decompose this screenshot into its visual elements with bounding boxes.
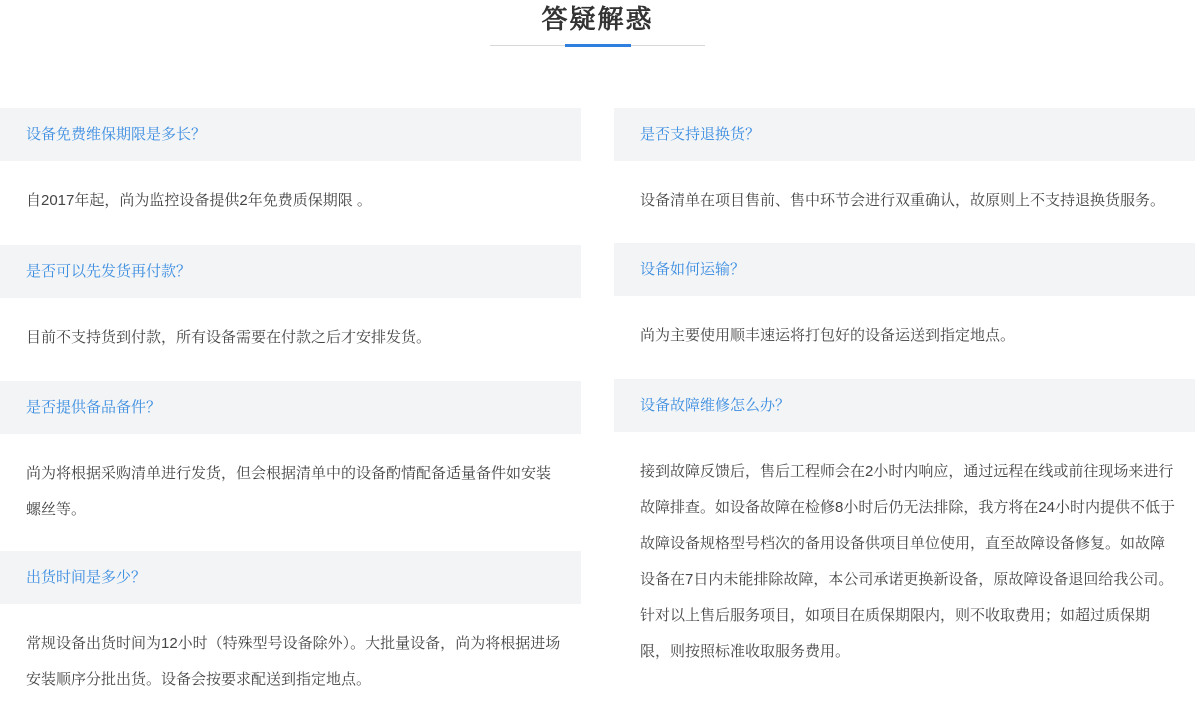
faq-column-left	[0, 108, 581, 718]
faq-answer-text: 尚为将根据采购清单进行发货，但会根据清单中的设备酌情配备适量备件如安装螺丝等。	[26, 465, 552, 518]
faq-question-text: 出货时间是多少？	[26, 568, 147, 586]
faq-answer	[0, 434, 581, 551]
faq-question-text: 设备如何运输？	[640, 260, 746, 278]
faq-question-text: 是否提供备品备件？	[26, 398, 162, 416]
faq-question-text: 是否支持退换货？	[640, 125, 761, 143]
faq-column-right	[614, 108, 1195, 718]
faq-answer-text: 设备清单在项目售前、售中环节会进行双重确认，故原则上不支持退换货服务。	[640, 192, 1166, 209]
faq-answer	[0, 604, 581, 718]
faq-question-text: 设备故障维修怎么办？	[640, 396, 791, 414]
faq-item	[0, 108, 581, 245]
faq-item	[614, 379, 1195, 690]
faq-item	[614, 243, 1195, 379]
faq-question-header[interactable]	[614, 379, 1195, 432]
faq-question-header[interactable]	[614, 108, 1195, 161]
faq-item	[0, 245, 581, 381]
faq-answer-text: 尚为主要使用顺丰速运将打包好的设备运送到指定地点。	[640, 327, 1016, 344]
title-divider-accent	[565, 44, 631, 47]
faq-item	[614, 108, 1195, 243]
faq-question-header[interactable]	[0, 245, 581, 298]
faq-answer	[614, 432, 1195, 690]
faq-answer-text: 目前不支持货到付款，所有设备需要在付款之后才安排发货。	[26, 329, 432, 346]
faq-answer	[614, 161, 1195, 243]
page-title: 答疑解惑	[541, 4, 654, 34]
page-header	[0, 0, 1195, 46]
faq-answer-text: 接到故障反馈后，售后工程师会在2小时内响应，通过远程在线或前往现场来进行故障排查。如设备故障在检修8小时后仍无法排除，我方将在24小时内提供不低于故障设备规格型号档次的备用设备供项目单位使用，直至故障设备修复。如故障设备在7日内未能排除故障，本公司承诺更换新设备，原故障设备退回给我公司。针对以上售后服务项目，如项目在质保期限内，则不收取费用；如超过质保期限，则按照标准收取服务费用。	[640, 463, 1176, 660]
faq-question-text: 是否可以先发货再付款？	[26, 262, 192, 280]
faq-question-header[interactable]	[0, 108, 581, 161]
faq-answer	[614, 296, 1195, 379]
faq-answer	[0, 298, 581, 381]
title-divider	[490, 45, 705, 46]
faq-grid	[0, 108, 1195, 718]
faq-question-header[interactable]	[614, 243, 1195, 296]
faq-item	[0, 551, 581, 718]
faq-answer	[0, 161, 581, 245]
faq-answer-text: 常规设备出货时间为12小时（特殊型号设备除外）。大批量设备，尚为将根据进场安装顺序分批出货。设备会按要求配送到指定地点。	[26, 635, 561, 688]
faq-question-header[interactable]	[0, 551, 581, 604]
faq-answer-text: 自2017年起，尚为监控设备提供2年免费质保期限 。	[26, 192, 372, 209]
faq-question-text: 设备免费维保期限是多长？	[26, 125, 207, 143]
faq-question-header[interactable]	[0, 381, 581, 434]
faq-item	[0, 381, 581, 551]
